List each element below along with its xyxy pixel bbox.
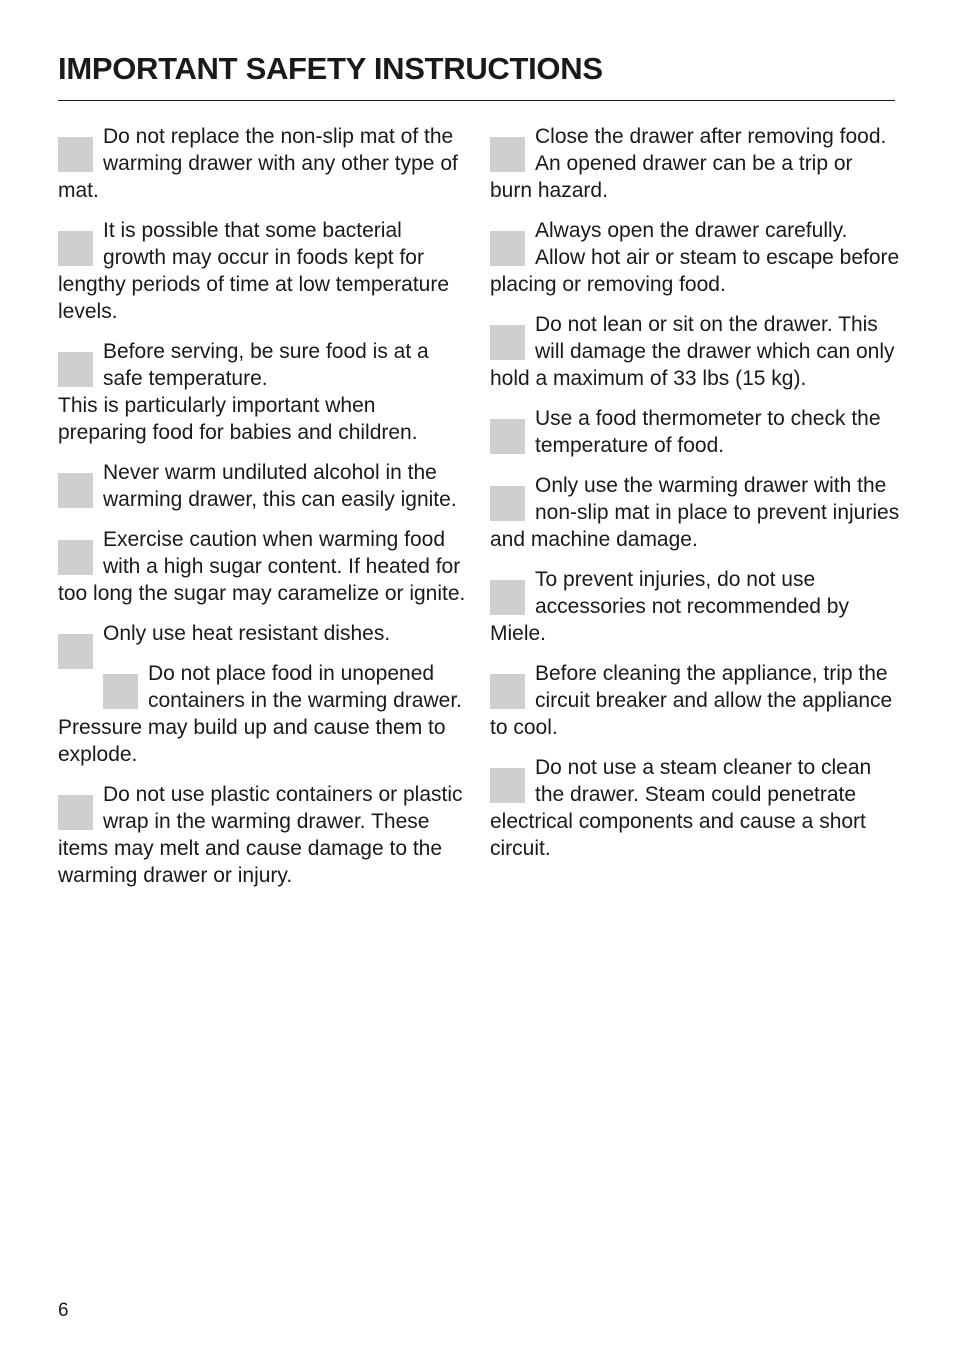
safety-instruction [58,620,468,647]
warning-square-icon [58,231,93,266]
warning-square-icon [58,137,93,172]
instruction-text: Do not lean or sit on the drawer. This will damage the drawer which can only hold a maximum of 33 lbs (15 kg). [490,313,895,390]
instruction-text: Do not use plastic containers or plastic wrap in the warming drawer. These items may melt and cause damage to the warming drawer or injury. [58,783,463,887]
safety-instruction [58,123,468,204]
safety-instruction [58,217,468,325]
safety-instruction [490,311,900,392]
warning-square-icon [490,137,525,172]
safety-instruction [58,660,468,768]
safety-instruction [490,754,900,862]
instruction-text: Before cleaning the appliance, trip the circuit breaker and allow the appliance to cool. [490,662,893,739]
safety-instruction [58,459,468,513]
warning-square-icon [103,674,138,709]
safety-instruction [58,338,468,446]
warning-square-icon [490,486,525,521]
warning-square-icon [490,674,525,709]
page-title: IMPORTANT SAFETY INSTRUCTIONS [58,51,603,86]
warning-square-icon [58,540,93,575]
left-column [58,123,468,902]
safety-instruction [490,566,900,647]
instruction-text: Exercise caution when warming food with a high sugar content. If heated for too long the sugar may caramelize or ignite. [58,528,466,605]
instruction-text: Use a food thermometer to check the temperature of food. [535,407,881,457]
warning-square-icon [490,231,525,266]
safety-instruction [490,123,900,204]
page-number: 6 [58,1300,69,1321]
warning-square-icon [58,473,93,508]
safety-instruction [490,217,900,298]
warning-square-icon [58,795,93,830]
warning-square-icon [490,325,525,360]
right-column [490,123,900,875]
instruction-text: To prevent injuries, do not use accessories not recommended by Miele. [490,568,849,645]
instruction-text: Do not use a steam cleaner to clean the drawer. Steam could penetrate electrical components and cause a short circuit. [490,756,872,860]
instruction-text: Only use heat resistant dishes. [103,622,391,645]
instruction-text: Close the drawer after removing food. An opened drawer can be a trip or burn hazard. [490,125,887,202]
safety-instruction [490,405,900,459]
safety-instruction [58,781,468,889]
instruction-text: It is possible that some bacterial growth may occur in foods kept for lengthy periods of time at low temperature levels. [58,219,450,323]
instruction-text: Do not place food in unopened containers in the warming drawer. Pressure may build up and cause them to explode. [58,662,462,766]
warning-square-icon [58,352,93,387]
safety-instruction [490,472,900,553]
warning-square-icon [490,580,525,615]
warning-square-icon [490,419,525,454]
instruction-text: Always open the drawer carefully. Allow hot air or steam to escape before placing or removing food. [490,219,900,296]
instruction-text: Never warm undiluted alcohol in the warming drawer, this can easily ignite. [103,461,457,511]
warning-square-icon [490,768,525,803]
title-divider [58,100,895,101]
instruction-text: Before serving, be sure food is at a safe temperature. [103,340,429,390]
instruction-text: Do not replace the non-slip mat of the warming drawer with any other type of mat. [58,125,458,202]
instruction-text: Only use the warming drawer with the non-slip mat in place to prevent injuries and machine damage. [490,474,900,551]
instruction-text: This is particularly important when preparing food for babies and children. [58,394,418,444]
safety-instruction [58,526,468,607]
safety-instruction [490,660,900,741]
